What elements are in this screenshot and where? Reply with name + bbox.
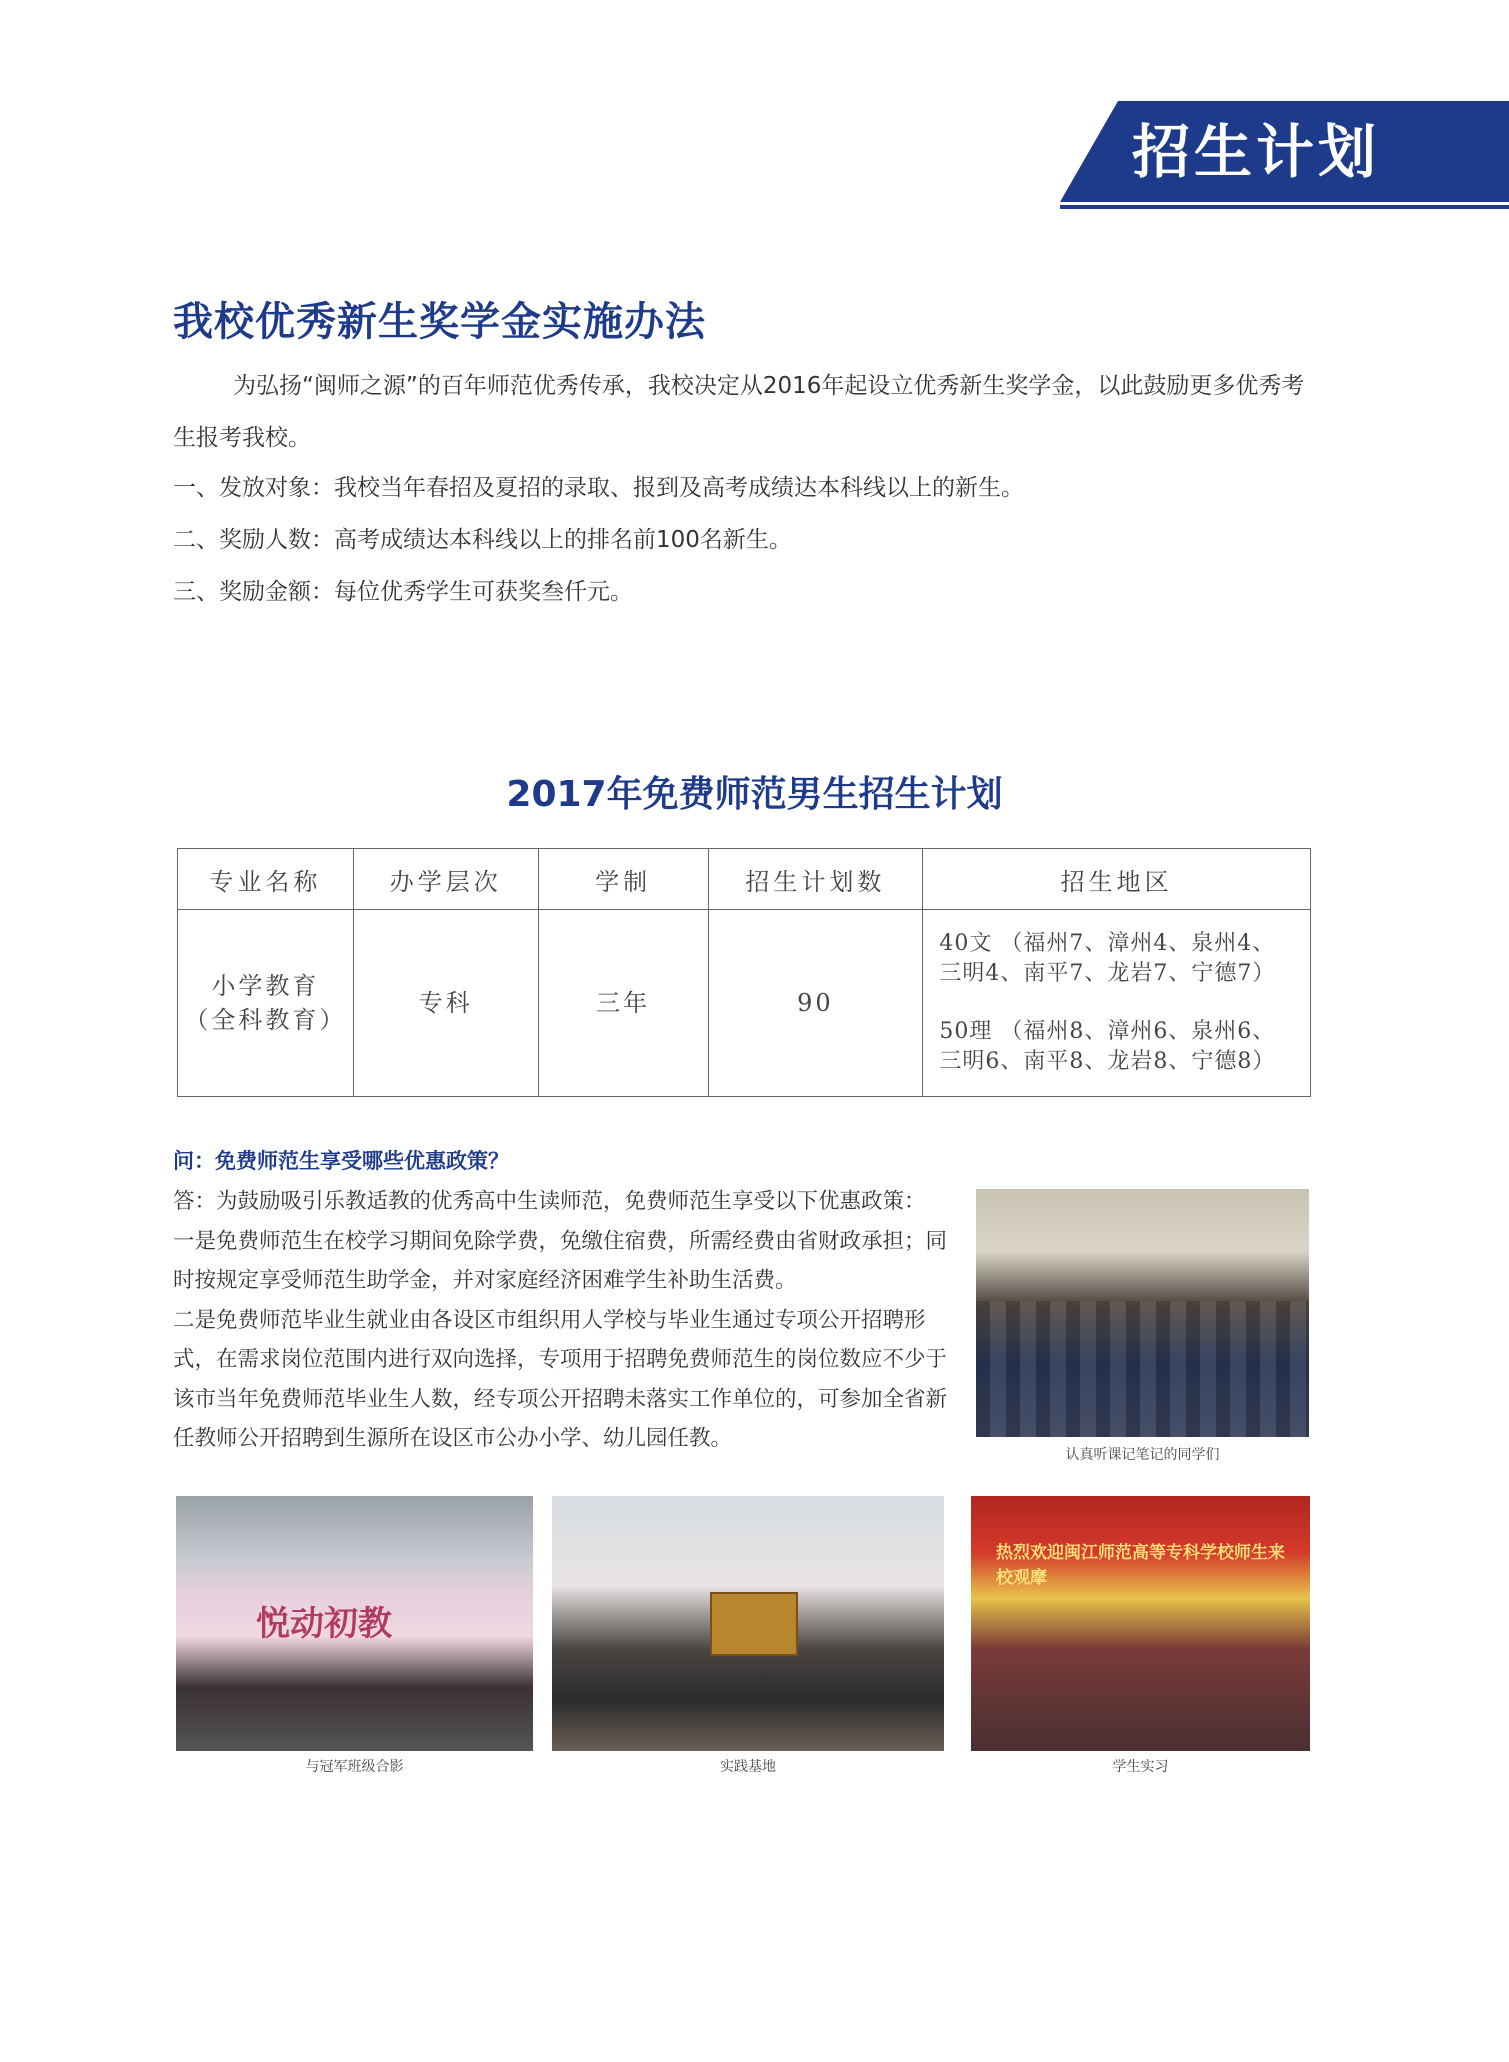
cell-level: 专科: [353, 910, 538, 1097]
header-duration: 学制: [538, 849, 708, 910]
region-sci-line1: 50理 （福州8、漳州6、泉州6、: [939, 1019, 1276, 1044]
qa-answer: [173, 1182, 968, 1459]
region-science: [939, 1017, 1310, 1077]
internship-photo-banner-text: 热烈欢迎闽江师范高等专科学校师生来校观摩: [996, 1543, 1285, 1588]
scholarship-item-amount: 三、奖励金额：每位优秀学生可获奖叁仟元。: [173, 579, 633, 605]
internship-caption: 学生实习: [1112, 1759, 1169, 1775]
scholarship-item-count: 二、奖励人数：高考成绩达本科线以上的排名前100名新生。: [173, 527, 792, 553]
photo-plaque: [710, 1592, 798, 1656]
qa-answer-tuition: 一是免费师范生在校学习期间免除学费，免缴住宿费，所需经费由省财政承担；同时按规定享受师范生助学金，并对家庭经济困难学生补助生活费。: [173, 1228, 948, 1293]
qa-question: 问：免费师范生享受哪些优惠政策？: [173, 1149, 509, 1173]
page-title: 招生计划: [1132, 118, 1381, 186]
classroom-photo-caption: 认真听课记笔记的同学们: [1065, 1447, 1220, 1463]
header-level: 办学层次: [353, 849, 538, 910]
qa-answer-intro: 答：为鼓励吸引乐教适教的优秀高中生读师范，免费师范生享受以下优惠政策：: [173, 1189, 926, 1214]
scholarship-title: 我校优秀新生奖学金实施办法: [173, 299, 706, 345]
cell-duration: 三年: [538, 910, 708, 1097]
practice-base-caption: 实践基地: [720, 1759, 776, 1775]
header-region: 招生地区: [923, 849, 1311, 910]
cell-count: 90: [708, 910, 923, 1097]
group-photo-caption: 与冠军班级合影: [305, 1759, 404, 1775]
qa-answer-employment: 二是免费师范毕业生就业由各设区市组织用人学校与毕业生通过专项公开招聘形式，在需求岗位范围内进行双向选择，专项用于招聘免费师范生的岗位数应不少于该市当年免费师范毕业生人数，经专项公开招聘未落实工作单位的，可参加全省新任教师公开招聘到生源所在设区市公办小学、幼儿园任教。: [173, 1307, 948, 1451]
plan-title: 2017年免费师范男生招生计划: [506, 774, 1003, 815]
header-underline: [1060, 205, 1509, 209]
scholarship-item-target: 一、发放对象：我校当年春招及夏招的录取、报到及高考成绩达本科线以上的新生。: [173, 475, 1024, 501]
header-count: 招生计划数: [708, 849, 923, 910]
region-arts: [939, 929, 1310, 989]
major-line1: 小学教育: [211, 972, 320, 1000]
region-sci-line2: 三明6、南平8、龙岩8、宁德8）: [939, 1049, 1276, 1074]
internship-photo: [971, 1496, 1310, 1751]
group-photo: [176, 1496, 533, 1751]
header-major: 专业名称: [178, 849, 354, 910]
scholarship-intro: 为弘扬“闽师之源”的百年师范优秀传承，我校决定从2016年起设立优秀新生奖学金，以此鼓励更多优秀考生报考我校。: [173, 373, 1305, 451]
cell-region: [923, 910, 1311, 1097]
major-line2: （全科教育）: [184, 1006, 347, 1034]
plan-table: [177, 848, 1311, 1097]
table-row: [178, 910, 1311, 1097]
photo-audience: [976, 1301, 1309, 1437]
table-header-row: [178, 849, 1311, 910]
practice-base-photo: [552, 1496, 944, 1751]
cell-major: [178, 910, 354, 1097]
group-photo-banner-text: 悦动初教: [256, 1604, 392, 1644]
classroom-photo: [976, 1189, 1309, 1437]
region-arts-line1: 40文 （福州7、漳州4、泉州4、: [939, 931, 1276, 956]
region-arts-line2: 三明4、南平7、龙岩7、宁德7）: [939, 961, 1276, 986]
